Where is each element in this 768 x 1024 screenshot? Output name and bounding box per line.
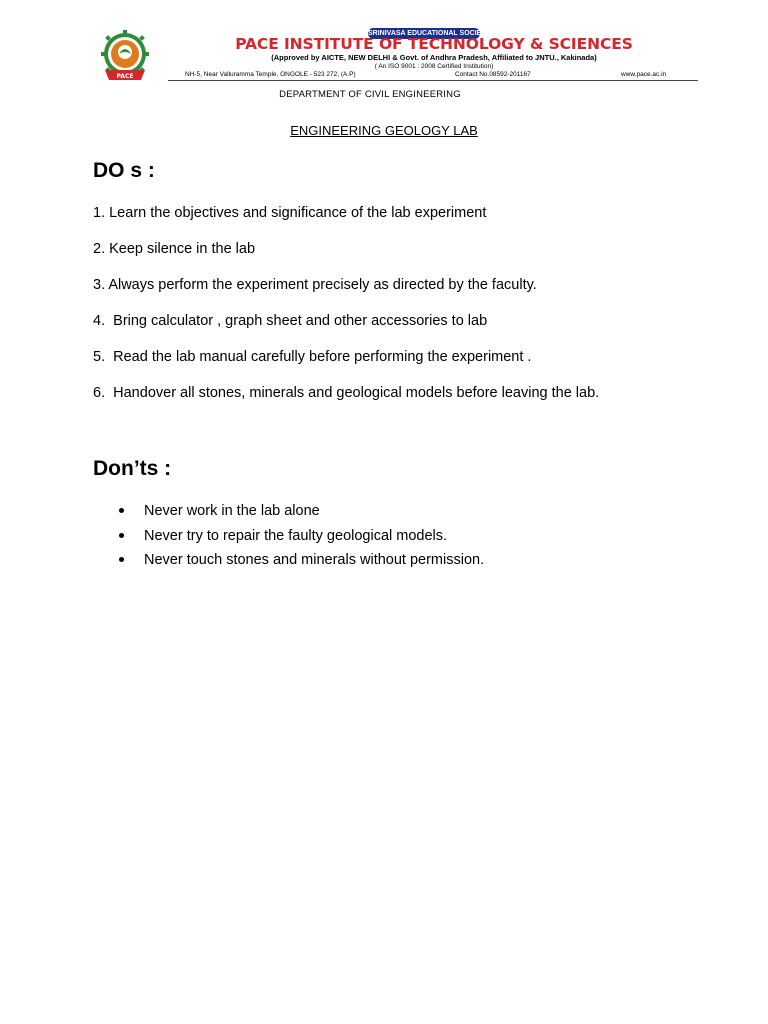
donts-item-text: Never try to repair the faulty geological models. xyxy=(144,527,448,544)
dos-item: 2. Keep silence in the lab xyxy=(93,241,256,257)
header-divider xyxy=(168,80,698,81)
dos-item: 6. Handover all stones, minerals and geological models before leaving the lab. xyxy=(93,385,600,401)
dos-list xyxy=(93,204,733,420)
bullet-icon xyxy=(119,508,124,513)
donts-heading: Don’ts : xyxy=(93,457,172,480)
contact-line: Contact No.08592-201167 xyxy=(455,71,531,78)
bullet-icon xyxy=(119,533,124,538)
donts-list xyxy=(93,502,733,576)
institute-name: PACE INSTITUTE OF TECHNOLOGY & SCIENCES xyxy=(235,35,633,53)
bullet-icon xyxy=(119,557,124,562)
letterhead xyxy=(0,0,768,110)
society-banner: SRINIVASA EDUCATIONAL SOCIETY'S xyxy=(368,30,497,37)
donts-item xyxy=(93,502,733,527)
lab-title: ENGINEERING GEOLOGY LAB xyxy=(290,123,478,138)
donts-item xyxy=(93,551,733,576)
dos-item: 5. Read the lab manual carefully before performing the experiment . xyxy=(93,349,532,365)
department-title: DEPARTMENT OF CIVIL ENGINEERING xyxy=(279,89,461,100)
address-line: NH-5, Near Valluramma Temple, ONGOLE - 523 272, (A.P) xyxy=(185,71,356,78)
iso-line: ( An ISO 9001 : 2008 Certified Institution) xyxy=(374,63,494,70)
approval-line: (Approved by AICTE, NEW DELHI & Govt. of Andhra Pradesh, Affiliated to JNTU., Kakinada) xyxy=(271,53,597,62)
dos-item: 1. Learn the objectives and significance of the lab experiment xyxy=(93,205,487,221)
website-line: www.pace.ac.in xyxy=(621,71,667,78)
dos-heading: DO s : xyxy=(93,159,155,182)
dos-item: 3. Always perform the experiment precisely as directed by the faculty. xyxy=(93,277,537,293)
institute-logo xyxy=(93,30,157,82)
donts-item xyxy=(93,527,733,552)
donts-item-text: Never work in the lab alone xyxy=(144,503,320,519)
logo-text: PACE xyxy=(116,73,134,80)
dos-item: 4. Bring calculator , graph sheet and other accessories to lab xyxy=(93,313,488,329)
donts-item-text: Never touch stones and minerals without permission. xyxy=(144,552,485,568)
